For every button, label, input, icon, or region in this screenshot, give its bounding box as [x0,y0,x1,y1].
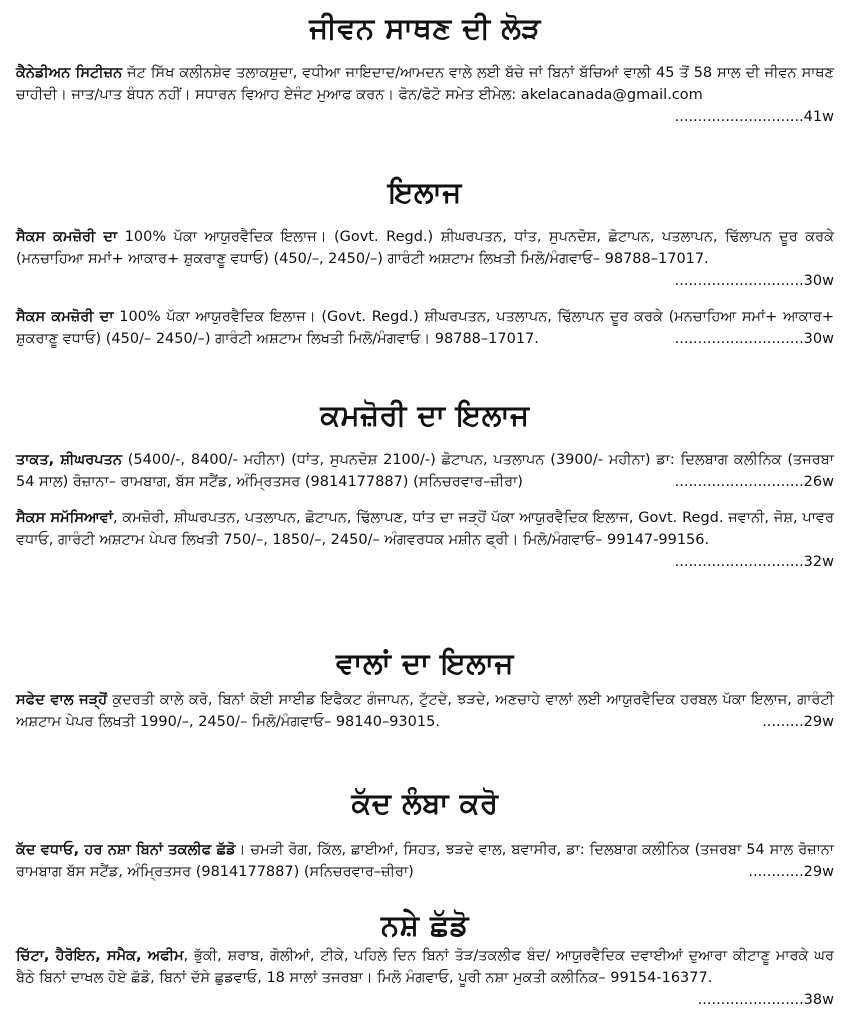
ad-body: 100% ਪੱਕਾ ਆਯੁਰਵੈਦਿਕ ਇਲਾਜ। (Govt. Regd.) ਸ਼ੀਘਰਪਤਨ, ਪਤਲਾਪਨ, ਢਿੱਲਾਪਨ ਦੂਰ ਕਰਕੇ (ਮਨਚਾਹਿਆ ਸਮਾਂ+ ਆਕਾਰ+ ਸ਼ੁਕਰਾਣੂ ਵਧਾਓ) (450/– 2450/–) ਗਾਰੰਟੀ ਅਸ਼ਟਾਮ ਲਿਖਤੀ ਮਿਲੋ/ਮੰਗਵਾਓ। 98788–17017. [16,309,834,347]
ad-lead: ਤਾਕਤ, ਸ਼ੀਘਰਪਤਨ [16,452,122,468]
ad-code: .......................38w [697,992,834,1008]
section-heading: ਕੱਦ ਲੰਬਾ ਕਰੋ [351,786,499,820]
ad-lead: ਸੈਕਸ ਕਮਜ਼ੋਰੀ ਦਾ [16,229,118,245]
ad-code: ............................26w [674,474,834,490]
ad-body: , ਕਮਜ਼ੋਰੀ, ਸ਼ੀਘਰਪਤਨ, ਪਤਲਾਪਨ, ਛੋਟਾਪਨ, ਢਿੱਲਾਪਣ, ਧਾਂਤ ਦਾ ਜੜ੍ਹੋਂ ਪੱਕਾ ਆਯੁਰਵੈਦਿਕ ਇਲਾਜ, Govt. Regd. ਜਵਾਨੀ, ਜੋਸ਼, ਪਾਵਰ ਵਧਾਓ, ਗਾਰੰਟੀ ਅਸ਼ਟਾਮ ਪੇਪਰ ਲਿਖਤੀ 750/–, 1850/–, 2450/– ਅੰਗਵਰਧਕ ਮਸ਼ੀਨ ਫ੍ਰੀ। ਮਿਲੋ/ਮੰਗਵਾਓ– 99147-99156. [16,510,834,548]
section-quit-addiction [16,905,834,1011]
ad-code: ............................32w [674,554,834,570]
section-heading: ਇਲਾਜ [388,175,462,209]
ad-code: ............29w [748,864,834,880]
ad-item [16,689,834,733]
ad-item [16,306,834,350]
section-weakness-treatment [16,395,834,573]
ad-item [16,62,835,125]
ad-code: ............................41w [674,109,834,125]
ad-item [16,839,834,883]
ad-lead: ਸੈਕਸ ਸਮੱਸਿਆਵਾਂ [16,510,113,526]
ad-body: । ਚਮੜੀ ਰੋਗ, ਕਿੱਲ, ਛਾਈਆਂ, ਸਿਹਤ, ਝੜਦੇ ਵਾਲ, ਬਵਾਸੀਰ, ਡਾ: ਦਿਲਬਾਗ ਕਲੀਨਿਕ (ਤਜਰਬਾ 54 ਸਾਲ ਰੋਜ਼ਾਨਾ ਰਾਮਬਾਗ ਬੱਸ ਸਟੈਂਡ, ਅੰਮ੍ਰਿਤਸਰ (9814177887) (ਸਨਿਚਰਵਾਰ–ਜ਼ੀਰਾ) [16,842,834,880]
ad-item [16,507,834,570]
ad-item [16,449,834,493]
section-height-increase [16,783,834,883]
ad-lead: ਕੱਦ ਵਧਾਓ, ਹਰ ਨਸ਼ਾ ਬਿਨਾਂ ਤਕਲੀਫ ਛੱਡੋ [16,842,236,858]
ad-body: , ਭੁੱਕੀ, ਸ਼ਰਾਬ, ਗੋਲੀਆਂ, ਟੀਕੇ, ਪਹਿਲੇ ਦਿਨ ਬਿਨਾਂ ਤੋੜ/ਤਕਲੀਫ ਬੰਦ/ ਆਯੁਰਵੈਦਿਕ ਦਵਾਈਆਂ ਦੁਆਰਾ ਕੀਟਾਣੂ ਮਾਰਕੇ ਘਰ ਬੈਠੇ ਬਿਨਾਂ ਦਾਖਲ ਹੋਏ ਛੱਡੋ, ਬਿਨਾਂ ਦੱਸੇ ਛੁਡਵਾਓ, 18 ਸਾਲਾਂ ਤਜਰਬਾ। ਮਿਲੋ ਮੰਗਵਾਓ, ਪੂਰੀ ਨਸ਼ਾ ਮੁਕਤੀ ਕਲੀਨਿਕ– 99154-16377. [16,948,834,986]
ad-body: 100% ਪੱਕਾ ਆਯੁਰਵੈਦਿਕ ਇਲਾਜ। (Govt. Regd.) ਸ਼ੀਘਰਪਤਨ, ਧਾਂਤ, ਸੁਪਨਦੋਸ਼, ਛੋਟਾਪਨ, ਪਤਲਾਪਨ, ਢਿੱਲਾਪਨ ਦੂਰ ਕਰਕੇ (ਮਨਚਾਹਿਆ ਸਮਾਂ+ ਆਕਾਰ+ ਸ਼ੁਕਰਾਣੂ ਵਧਾਓ) (450/–, 2450/–) ਗਾਰੰਟੀ ਅਸ਼ਟਾਮ ਲਿਖਤੀ ਮਿਲੋ/ਮੰਗਵਾਓ– 98788–17017. [16,229,834,267]
ad-item [16,226,834,289]
section-life-partner [16,8,834,128]
ad-body: (5400/-, 8400/- ਮਹੀਨਾ) (ਧਾਂਤ, ਸੁਪਨਦੋਸ਼ 2100/-) ਛੋਟਾਪਨ, ਪਤਲਾਪਨ (3900/- ਮਹੀਨਾ) ਡਾ: ਦਿਲਬਾਗ ਕਲੀਨਿਕ (ਤਜਰਬਾ 54 ਸਾਲ) ਰੋਜ਼ਾਨਾ– ਰਾਮਬਾਗ, ਬੱਸ ਸਟੈਂਡ, ਅੰਮ੍ਰਿਤਸਰ (9814177887) (ਸਨਿਚਰਵਾਰ–ਜ਼ੀਰਾ) [16,452,834,490]
section-heading: ਕਮਜ਼ੋਰੀ ਦਾ ਇਲਾਜ [320,398,530,432]
ad-code: ............................30w [674,273,834,289]
ad-lead: ਚਿੱਟਾ, ਹੈਰੋਇਨ, ਸਮੈਕ, ਅਫੀਮ [16,948,184,964]
ad-lead: ਸੈਕਸ ਕਮਜ਼ੋਰੀ ਦਾ [16,309,114,325]
section-hair-treatment [16,643,834,733]
ad-item [16,945,834,1008]
section-treatment [16,172,834,350]
ad-lead: ਕੈਨੇਡੀਅਨ ਸਿਟੀਜ਼ਨ [16,65,123,81]
ad-body: ਕੁਦਰਤੀ ਕਾਲੇ ਕਰੋ, ਬਿਨਾਂ ਕੋਈ ਸਾਈਡ ਇਫੈਕਟ ਗੰਜਾਪਨ, ਟੁੱਟਦੇ, ਝੜਦੇ, ਅਣਚਾਹੇ ਵਾਲਾਂ ਲਈ ਆਯੁਰਵੈਦਿਕ ਹਰਬਲ ਪੱਕਾ ਇਲਾਜ, ਗਾਰੰਟੀ ਅਸ਼ਟਾਮ ਪੇਪਰ ਲਿਖਤੀ 1990/–, 2450/– ਮਿਲੋ/ਮੰਗਵਾਓ– 98140–93015. [16,692,835,730]
section-heading: ਨਸ਼ੇ ਛੱਡੋ [381,908,469,942]
ad-code: .........29w [762,714,834,730]
ad-lead: ਸਫੇਦ ਵਾਲ ਜੜ੍ਹੋਂ [16,692,108,708]
ad-code: ............................30w [674,331,834,347]
section-heading: ਜੀਵਨ ਸਾਥਣ ਦੀ ਲੋੜ [309,11,541,45]
ad-body: ਜੱਟ ਸਿੱਖ ਕਲੀਨਸ਼ੇਵ ਤਲਾਕਸ਼ੁਦਾ, ਵਧੀਆ ਜਾਇਦਾਦ/ਆਮਦਨ ਵਾਲੇ ਲਈ ਬੱਚੇ ਜਾਂ ਬਿਨਾਂ ਬੱਚਿਆਂ ਵਾਲੀ 45 ਤੋਂ 58 ਸਾਲ ਦੀ ਜੀਵਨ ਸਾਥਣ ਚਾਹੀਦੀ। ਜਾਤ/ਪਾਤ ਬੰਧਨ ਨਹੀਂ। ਸਧਾਰਨ ਵਿਆਹ ਏਜੰਟ ਮੁਆਫ ਕਰਨ। ਫੋਨ/ਫੋਟੋ ਸਮੇਤ ਈਮੇਲ: akelacanada@gmail.com [16,65,835,103]
section-heading: ਵਾਲਾਂ ਦਾ ਇਲਾਜ [336,646,514,680]
